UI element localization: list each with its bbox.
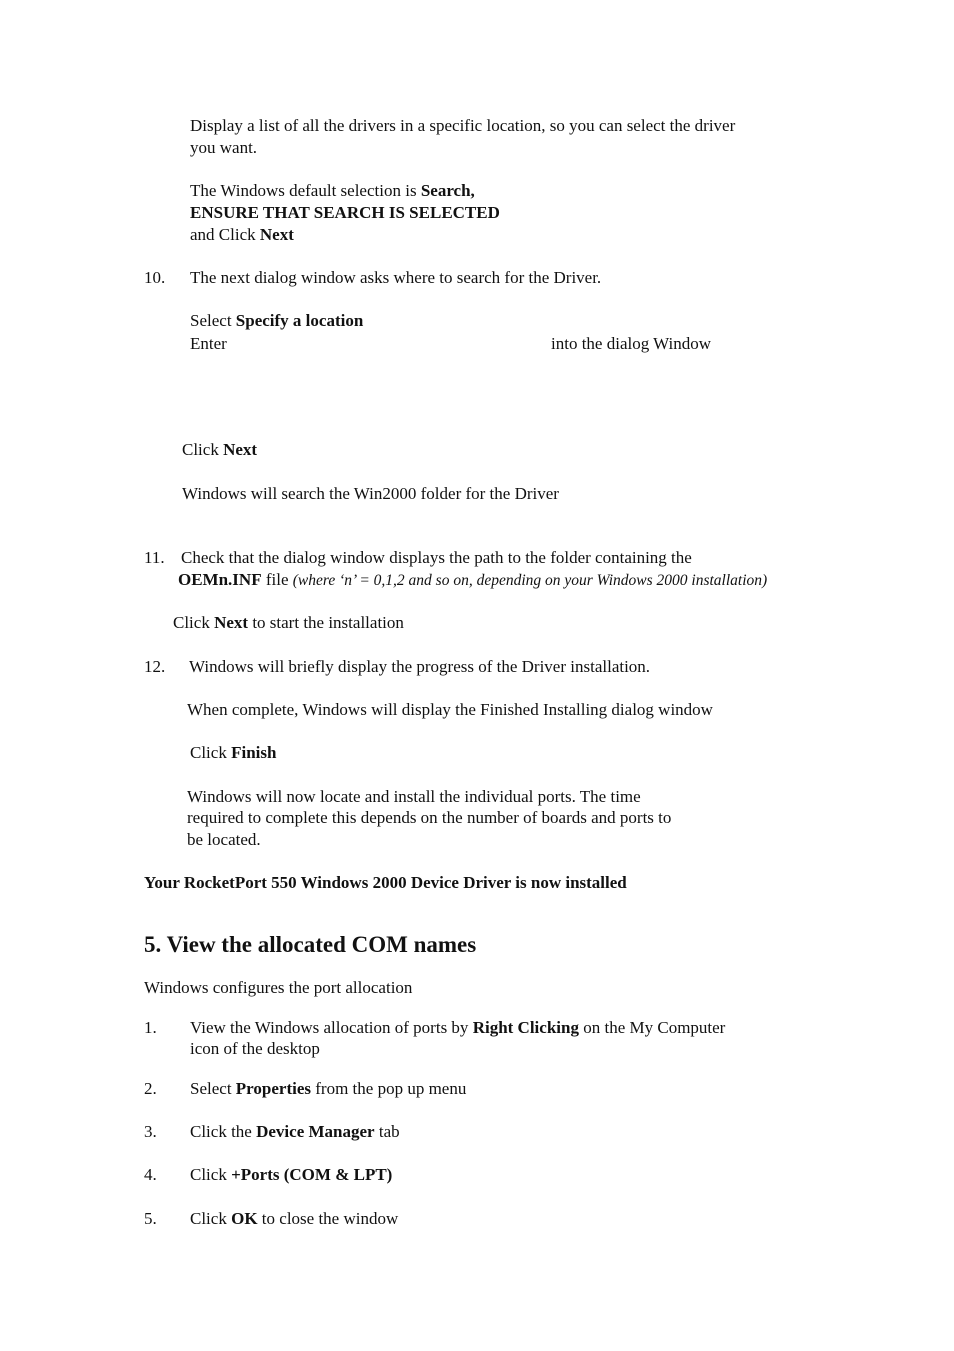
step12-ports-line1: Windows will now locate and install the individual ports. The time bbox=[187, 787, 641, 806]
list-item-continuation: icon of the desktop bbox=[190, 1039, 320, 1058]
list-item-number: 1. bbox=[144, 1018, 157, 1037]
list-item: View the Windows allocation of ports by Right Clicking on the My Computer bbox=[190, 1018, 726, 1037]
step12-click-finish: Click Finish bbox=[190, 743, 277, 762]
step9-line2: you want. bbox=[190, 138, 258, 157]
list-item-number: 3. bbox=[144, 1122, 157, 1141]
list-item: Click +Ports (COM & LPT) bbox=[190, 1165, 393, 1184]
list-item: Select Properties from the pop up menu bbox=[190, 1079, 467, 1098]
installed-notice: Your RocketPort 550 Windows 2000 Device Driver is now installed bbox=[144, 873, 627, 892]
list-item: Click OK to close the window bbox=[190, 1209, 399, 1228]
step9-line1: Display a list of all the drivers in a specific location, so you can select the driver bbox=[190, 116, 736, 135]
list-item: Click the Device Manager tab bbox=[190, 1122, 400, 1141]
step11-click-next: Click Next to start the installation bbox=[173, 613, 404, 632]
step12-number: 12. bbox=[144, 657, 166, 676]
step10-search: Windows will search the Win2000 folder for the Driver bbox=[182, 484, 559, 503]
step10-enter: Enter bbox=[190, 334, 227, 353]
step9-and-click: and Click Next bbox=[190, 225, 294, 244]
step11-line2: OEMn.INF file (where ‘n’ = 0,1,2 and so on, depending on your Windows 2000 installation) bbox=[178, 570, 768, 589]
step10-click-next: Click Next bbox=[182, 440, 258, 459]
list-item-number: 2. bbox=[144, 1079, 157, 1098]
step12-complete: When complete, Windows will display the Finished Installing dialog window bbox=[187, 700, 713, 719]
step10-select: Select Specify a location bbox=[190, 311, 364, 330]
step11-line1: Check that the dialog window displays the path to the folder containing the bbox=[181, 548, 692, 567]
step9-ensure: ENSURE THAT SEARCH IS SELECTED bbox=[190, 203, 500, 222]
list-item-number: 4. bbox=[144, 1165, 157, 1184]
step12-ports-line3: be located. bbox=[187, 830, 261, 849]
step10-text: The next dialog window asks where to search for the Driver. bbox=[190, 268, 602, 287]
section-heading: 5. View the allocated COM names bbox=[144, 932, 477, 957]
step11-number: 11. bbox=[144, 548, 165, 567]
list-item-number: 5. bbox=[144, 1209, 157, 1228]
step12-line1: Windows will briefly display the progress of the Driver installation. bbox=[189, 657, 651, 676]
step10-number: 10. bbox=[144, 268, 166, 287]
step12-ports-line2: required to complete this depends on the number of boards and ports to bbox=[187, 808, 672, 827]
step10-into: into the dialog Window bbox=[551, 334, 712, 353]
section-intro: Windows configures the port allocation bbox=[144, 978, 413, 997]
step9-default-selection: The Windows default selection is Search, bbox=[190, 181, 475, 200]
